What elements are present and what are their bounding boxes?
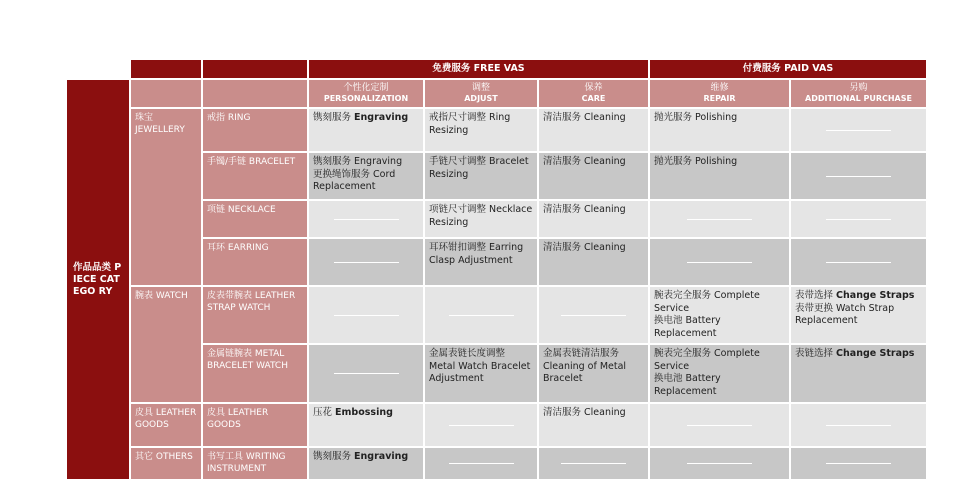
cell-earring-adjust: 耳环钳扣调整 Earring Clasp Adjustment — [425, 239, 537, 285]
cell-leather-goods-personalization: 压花 Embossing — [309, 404, 423, 446]
cell-necklace-personalization-empty — [309, 201, 423, 237]
cell-leather-watch-personalization-empty — [309, 287, 423, 343]
cell-ring-personalization: 镌刻服务 Engraving — [309, 109, 423, 151]
cell-leather-watch-repair: 腕表完全服务 Complete Service 换电池 Battery Replacement — [650, 287, 789, 343]
cell-leather-goods-adjust-empty — [425, 404, 537, 446]
header-blank-2 — [203, 60, 307, 78]
cell-leather-goods-repair-empty — [650, 404, 789, 446]
cell-metal-watch-adjust: 金属表链长度调整 Metal Watch Bracelet Adjustment — [425, 345, 537, 402]
cell-ring-adjust: 戒指尺寸调整 Ring Resizing — [425, 109, 537, 151]
column-personalization: 个性化定制 PERSONALIZATION — [309, 80, 423, 107]
row-label-bracelet: 手镯/手链 BRACELET — [203, 153, 307, 199]
cell-writing-adjust-empty — [425, 448, 537, 479]
piece-category-label: 作品品类 PIECE CATEGO RY — [67, 80, 129, 479]
column-care: 保养 CARE — [539, 80, 648, 107]
row-label-metal-bracelet-watch: 金属链腕表 METAL BRACELET WATCH — [203, 345, 307, 402]
cell-metal-watch-care: 金属表链清洁服务 Cleaning of Metal Bracelet — [539, 345, 648, 402]
cell-ring-repair: 抛光服务 Polishing — [650, 109, 789, 151]
cell-metal-watch-purchase: 表链选择 Change Straps — [791, 345, 926, 402]
cell-earring-repair-empty — [650, 239, 789, 285]
cell-writing-personalization: 镌刻服务 Engraving — [309, 448, 423, 479]
subheader-blank-2 — [203, 80, 307, 107]
row-label-writing-instrument: 书写工具 WRITING INSTRUMENT — [203, 448, 307, 479]
cell-bracelet-personalization: 镌刻服务 Engraving 更换绳饰服务 Cord Replacement — [309, 153, 423, 199]
column-repair: 维修 REPAIR — [650, 80, 789, 107]
empty-corner — [67, 60, 129, 78]
free-vas-header: 免费服务 FREE VAS — [309, 60, 648, 78]
cell-bracelet-adjust: 手链尺寸调整 Bracelet Resizing — [425, 153, 537, 199]
row-label-earring: 耳环 EARRING — [203, 239, 307, 285]
cell-ring-care: 清洁服务 Cleaning — [539, 109, 648, 151]
cell-writing-repair-empty — [650, 448, 789, 479]
cell-writing-purchase-empty — [791, 448, 926, 479]
row-label-leather-goods: 皮具 LEATHER GOODS — [203, 404, 307, 446]
cell-earring-care: 清洁服务 Cleaning — [539, 239, 648, 285]
cell-leather-watch-purchase: 表带选择 Change Straps 表带更换 Watch Strap Replacement — [791, 287, 926, 343]
cell-metal-watch-repair: 腕表完全服务 Complete Service 换电池 Battery Replacement — [650, 345, 789, 402]
row-label-leather-strap-watch: 皮表带腕表 LEATHER STRAP WATCH — [203, 287, 307, 343]
cell-ring-purchase-empty — [791, 109, 926, 151]
cell-metal-watch-personalization-empty — [309, 345, 423, 402]
cell-writing-care-empty — [539, 448, 648, 479]
category-jewellery: 珠宝 JEWELLERY — [131, 109, 201, 285]
category-watch: 腕表 WATCH — [131, 287, 201, 402]
row-label-necklace: 项链 NECKLACE — [203, 201, 307, 237]
column-additional-purchase: 另购 ADDITIONAL PURCHASE — [791, 80, 926, 107]
cell-leather-goods-purchase-empty — [791, 404, 926, 446]
cell-necklace-purchase-empty — [791, 201, 926, 237]
cell-bracelet-repair: 抛光服务 Polishing — [650, 153, 789, 199]
header-blank-1 — [131, 60, 201, 78]
subheader-blank-1 — [131, 80, 201, 107]
cell-leather-watch-care-empty — [539, 287, 648, 343]
cell-leather-goods-care: 清洁服务 Cleaning — [539, 404, 648, 446]
cell-bracelet-purchase-empty — [791, 153, 926, 199]
category-others: 其它 OTHERS — [131, 448, 201, 479]
category-leather-goods: 皮具 LEATHER GOODS — [131, 404, 201, 446]
column-adjust: 调整 ADJUST — [425, 80, 537, 107]
cell-necklace-repair-empty — [650, 201, 789, 237]
cell-necklace-adjust: 项链尺寸调整 Necklace Resizing — [425, 201, 537, 237]
cell-leather-watch-adjust-empty — [425, 287, 537, 343]
cell-necklace-care: 清洁服务 Cleaning — [539, 201, 648, 237]
cell-bracelet-care: 清洁服务 Cleaning — [539, 153, 648, 199]
cell-earring-purchase-empty — [791, 239, 926, 285]
cell-earring-personalization-empty — [309, 239, 423, 285]
row-label-ring: 戒指 RING — [203, 109, 307, 151]
services-table — [67, 60, 915, 474]
paid-vas-header: 付费服务 PAID VAS — [650, 60, 926, 78]
